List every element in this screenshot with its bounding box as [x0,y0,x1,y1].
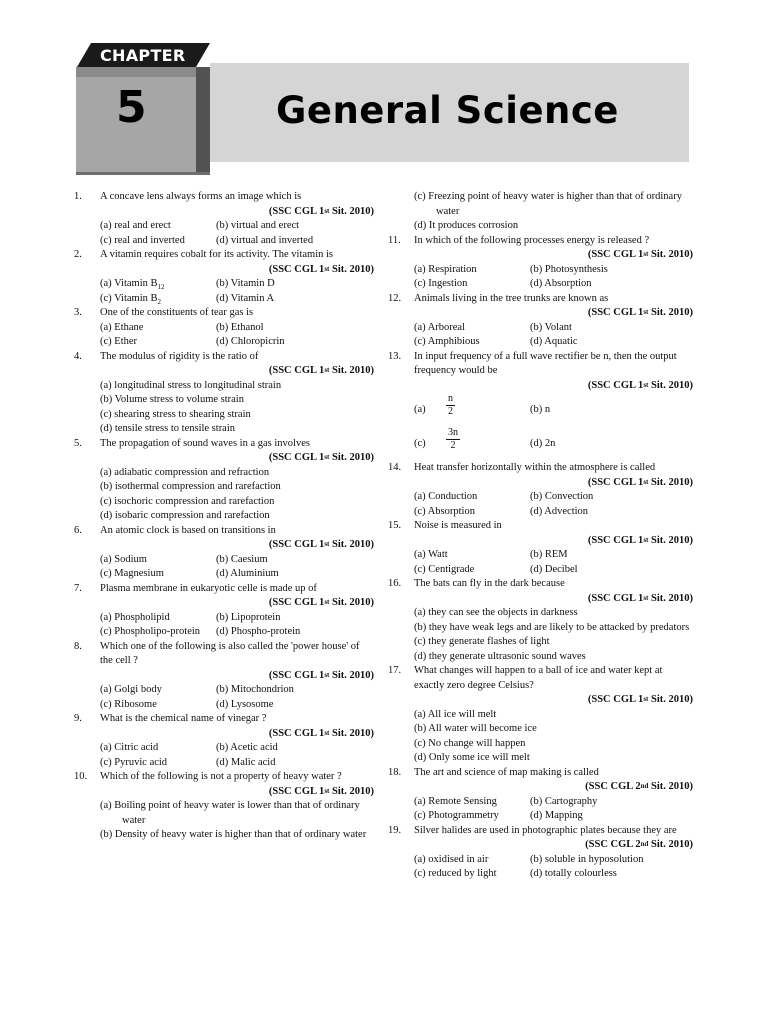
option-row [74,756,374,771]
option: (c) Centigrade [414,563,475,575]
option-row [74,567,374,582]
option-label: (c) [414,438,426,449]
option: (b) Ethanol [216,321,264,333]
option-row [74,611,374,626]
option: (a) adiabatic compression and refraction [100,466,270,478]
option-row [388,795,693,810]
option: (b) Density of heavy water is higher than that of ordinary water [100,829,367,840]
option-row [74,321,374,336]
option: (a) Sodium [100,553,147,565]
question-source: (SSC CGL 1st Sit. 2010) [587,694,693,705]
question-source: (SSC CGL 1st Sit. 2010) [268,669,374,681]
question [74,640,374,669]
question [388,766,693,781]
question-text: One of the constituents of tear gas is [100,307,254,318]
option: (c) Absorption [414,505,475,517]
option: (b) soluble in hyposolution [530,853,644,865]
option: (d) virtual and inverted [216,234,314,246]
question-number: 8. [74,640,82,652]
box-bottom-shade [76,172,210,175]
option: (c) Ingestion [414,278,468,289]
option-row [74,683,374,698]
option-row [388,563,693,578]
question [74,190,374,205]
question-number: 12. [388,292,402,304]
question-text: Which of the following is not a property of heavy water ? [100,771,342,782]
option: (a) Watt [414,549,448,560]
question-number: 1. [74,191,82,202]
option: (d) Mapping [530,810,583,821]
option: (a) longitudinal stress to longitudinal strain [100,379,282,391]
question [388,350,693,379]
option-row [388,853,693,868]
left-column [74,190,374,843]
question [388,292,693,307]
option-row [388,321,693,336]
option: (c) Vitamin $B_2$ [100,292,161,306]
option: (a) Phospholipid [100,611,170,623]
question [388,234,693,249]
question-source: (SSC CGL 1st Sit. 2010) [587,592,693,604]
question-text: Silver halides are used in photographic plates because they are [414,824,677,836]
question-text: A concave lens always forms an image which is [100,191,302,202]
box-shade [76,67,210,77]
question-source: (SSC CGL 1st Sit. 2010) [268,263,374,275]
option: (b) Acetic acid [216,742,278,753]
question-text: The modulus of rigidity is the ratio of [100,350,259,362]
question-source: (SSC CGL 2nd Sit. 2010) [585,781,693,792]
question-number: 10. [74,771,88,782]
option: (d) Malic acid [216,756,276,768]
question-number: 5. [74,437,82,449]
option: (d) Chloropicrin [216,336,285,347]
question-source: (SSC CGL 1st Sit. 2010) [268,597,374,608]
option: (c) Photogrammetry [414,810,499,821]
question [388,519,693,534]
option: (d) Vitamin A [216,292,275,304]
question-source: (SSC CGL 1st Sit. 2010) [268,365,374,376]
question-source: (SSC CGL 1st Sit. 2010) [587,307,693,318]
option: (d) Advection [530,505,589,517]
option-row [74,234,374,249]
option: (d) Aquatic [530,336,578,347]
option: (d) Phospho-protein [216,626,301,637]
question-text: Animals living in the tree trunks are known as [414,292,609,304]
question-number: 17. [388,665,402,676]
option-row [74,741,374,756]
question [74,582,374,597]
option-row [388,867,693,882]
question-text: In which of the following processes energy is released ? [414,234,650,246]
question-number: 11. [388,234,401,246]
question-text: Noise is measured in [414,520,502,531]
option: (a) Citric acid [100,742,159,753]
question-number: 3. [74,307,82,318]
option: (c) Ribosome [100,698,157,710]
question [388,664,693,693]
option: (a) real and erect [100,220,171,231]
question-number: 15. [388,520,402,531]
option: (a) Boiling point of heavy water is lower than that of ordinary water [100,800,360,826]
option: (c) Phospholipo-protein [100,626,201,637]
option-fraction: $\frac{3n}{2}$ [448,427,458,451]
option: (b) Photosynthesis [530,263,608,275]
option: (b) All water will become ice [414,723,537,734]
option-fraction: $\frac{n}{2}$ [448,393,453,417]
option: (b) Mitochondrion [216,684,294,695]
question-text: In input frequency of a full wave rectifier be n, then the output frequency would be [414,350,677,376]
question [74,437,374,452]
option: (c) shearing stress to shearing strain [100,408,251,420]
question-text: What is the chemical name of vinegar ? [100,713,267,724]
question-text: The bats can fly in the dark because [414,578,565,589]
option: (d) Absorption [530,278,592,289]
option-row [388,277,693,292]
option: (c) real and inverted [100,234,185,246]
question-text: A vitamin requires cobalt for its activity. The vitamin is [100,249,333,260]
right-column [388,190,693,882]
question-number: 2. [74,249,82,260]
question-text: What changes will happen to a ball of ice and water kept at exactly zero degree Celsius? [414,665,663,691]
option: (c) No change will happen [414,737,526,749]
box-side-shade [196,67,210,174]
question-text: An atomic clock is based on transitions in [100,524,276,536]
option: (b) Volant [530,321,572,333]
option: (a) Ethane [100,321,144,333]
option: (d) tensile stress to tensile strain [100,423,236,434]
question-source: (SSC CGL 1st Sit. 2010) [268,205,374,217]
option: (b) virtual and erect [216,220,300,231]
option-row [388,809,693,824]
question-number: 6. [74,524,82,536]
option-row [388,427,693,461]
question-source: (SSC CGL 1st Sit. 2010) [587,534,693,546]
question-number: 13. [388,350,402,362]
option: (a) Respiration [414,263,477,275]
option-row [388,335,693,350]
question [74,524,374,539]
question-number: 16. [388,578,402,589]
option: (d) they generate ultrasonic sound waves [414,650,586,662]
question [74,248,374,263]
option: (d) Lysosome [216,698,274,710]
option-label: (a) [414,404,426,415]
option: (b) Caesium [216,553,268,565]
question-source: (SSC CGL 1st Sit. 2010) [268,539,374,550]
option: (c) isochoric compression and rarefaction [100,495,275,507]
option: (c) they generate flashes of light [414,636,550,647]
question [74,306,374,321]
question-number: 19. [388,824,402,836]
question [388,461,693,476]
option: (d) isobaric compression and rarefaction [100,510,270,521]
option: (b) Lipoprotein [216,611,281,623]
question-source: (SSC CGL 1st Sit. 2010) [587,379,693,391]
option: (b) they have weak legs and are likely to be attacked by predators [414,621,690,633]
question [74,770,374,785]
option: (c) Magnesium [100,568,164,579]
question-text: The propagation of sound waves in a gas involves [100,437,310,449]
option: (b) Vitamin D [216,278,275,289]
option: (b) Convection [530,491,594,502]
option: (a) Conduction [414,491,478,502]
question [74,712,374,727]
question [388,577,693,592]
option: (b) Volume stress to volume strain [100,394,244,405]
option: (d) Only some ice will melt [414,752,530,763]
option-row [74,698,374,713]
chapter-number: 5 [116,82,147,133]
option: (c) Pyruvic acid [100,756,168,768]
option: (d) totally colourless [530,868,617,879]
chapter-label: CHAPTER [100,46,186,65]
option-row [74,292,374,307]
option: (c) Freezing point of heavy water is higher than that of ordinary water [414,191,682,217]
option-row [74,277,374,292]
option: (b) n [530,404,551,415]
chapter-title: General Science [276,89,619,132]
question-number: 14. [388,462,402,473]
option-row [74,335,374,350]
option-row [74,625,374,640]
option-row [74,553,374,568]
option: (d) 2n [530,438,556,449]
option: (b) REM [530,549,568,560]
question-source: (SSC CGL 1st Sit. 2010) [587,249,693,260]
option-row [388,393,693,427]
question-source: (SSC CGL 1st Sit. 2010) [268,727,374,739]
option: (a) Arboreal [414,321,466,333]
option: (a) they can see the objects in darkness [414,607,578,618]
question-text: Plasma membrane in eukaryotic celle is made up of [100,582,317,594]
option: (a) Remote Sensing [414,795,497,807]
question [74,350,374,365]
option: (b) isothermal compression and rarefaction [100,481,281,492]
question-source: (SSC CGL 1st Sit. 2010) [587,476,693,488]
option: (d) It produces corrosion [414,220,519,231]
question-source: (SSC CGL 1st Sit. 2010) [268,785,374,797]
option-row [388,490,693,505]
option: (a) Golgi body [100,684,162,695]
option: (a) All ice will melt [414,708,497,720]
option-row [388,548,693,563]
option: (d) Decibel [530,563,578,575]
option-row [388,505,693,520]
option: (c) Amphibious [414,336,480,347]
question-text: Heat transfer horizontally within the atmosphere is called [414,462,656,473]
option: (a) oxidised in air [414,853,489,865]
question-number: 7. [74,582,82,594]
question-source: (SSC CGL 2nd Sit. 2010) [585,839,693,850]
chapter-header [0,0,768,185]
option: (b) Cartography [530,795,598,807]
option-row [74,219,374,234]
option: (c) Ether [100,336,138,347]
option-row [388,263,693,278]
question [388,824,693,839]
option: (d) Aluminium [216,568,279,579]
option: (c) reduced by light [414,868,497,879]
question-number: 4. [74,350,82,362]
question-number: 9. [74,713,82,724]
question-number: 18. [388,766,402,778]
question-text: The art and science of map making is called [414,766,599,778]
option: (a) Vitamin $B_{12}$ [100,278,165,292]
question-text: Which one of the following is also called the 'power house' of the cell ? [100,640,360,666]
question-source: (SSC CGL 1st Sit. 2010) [268,452,374,463]
